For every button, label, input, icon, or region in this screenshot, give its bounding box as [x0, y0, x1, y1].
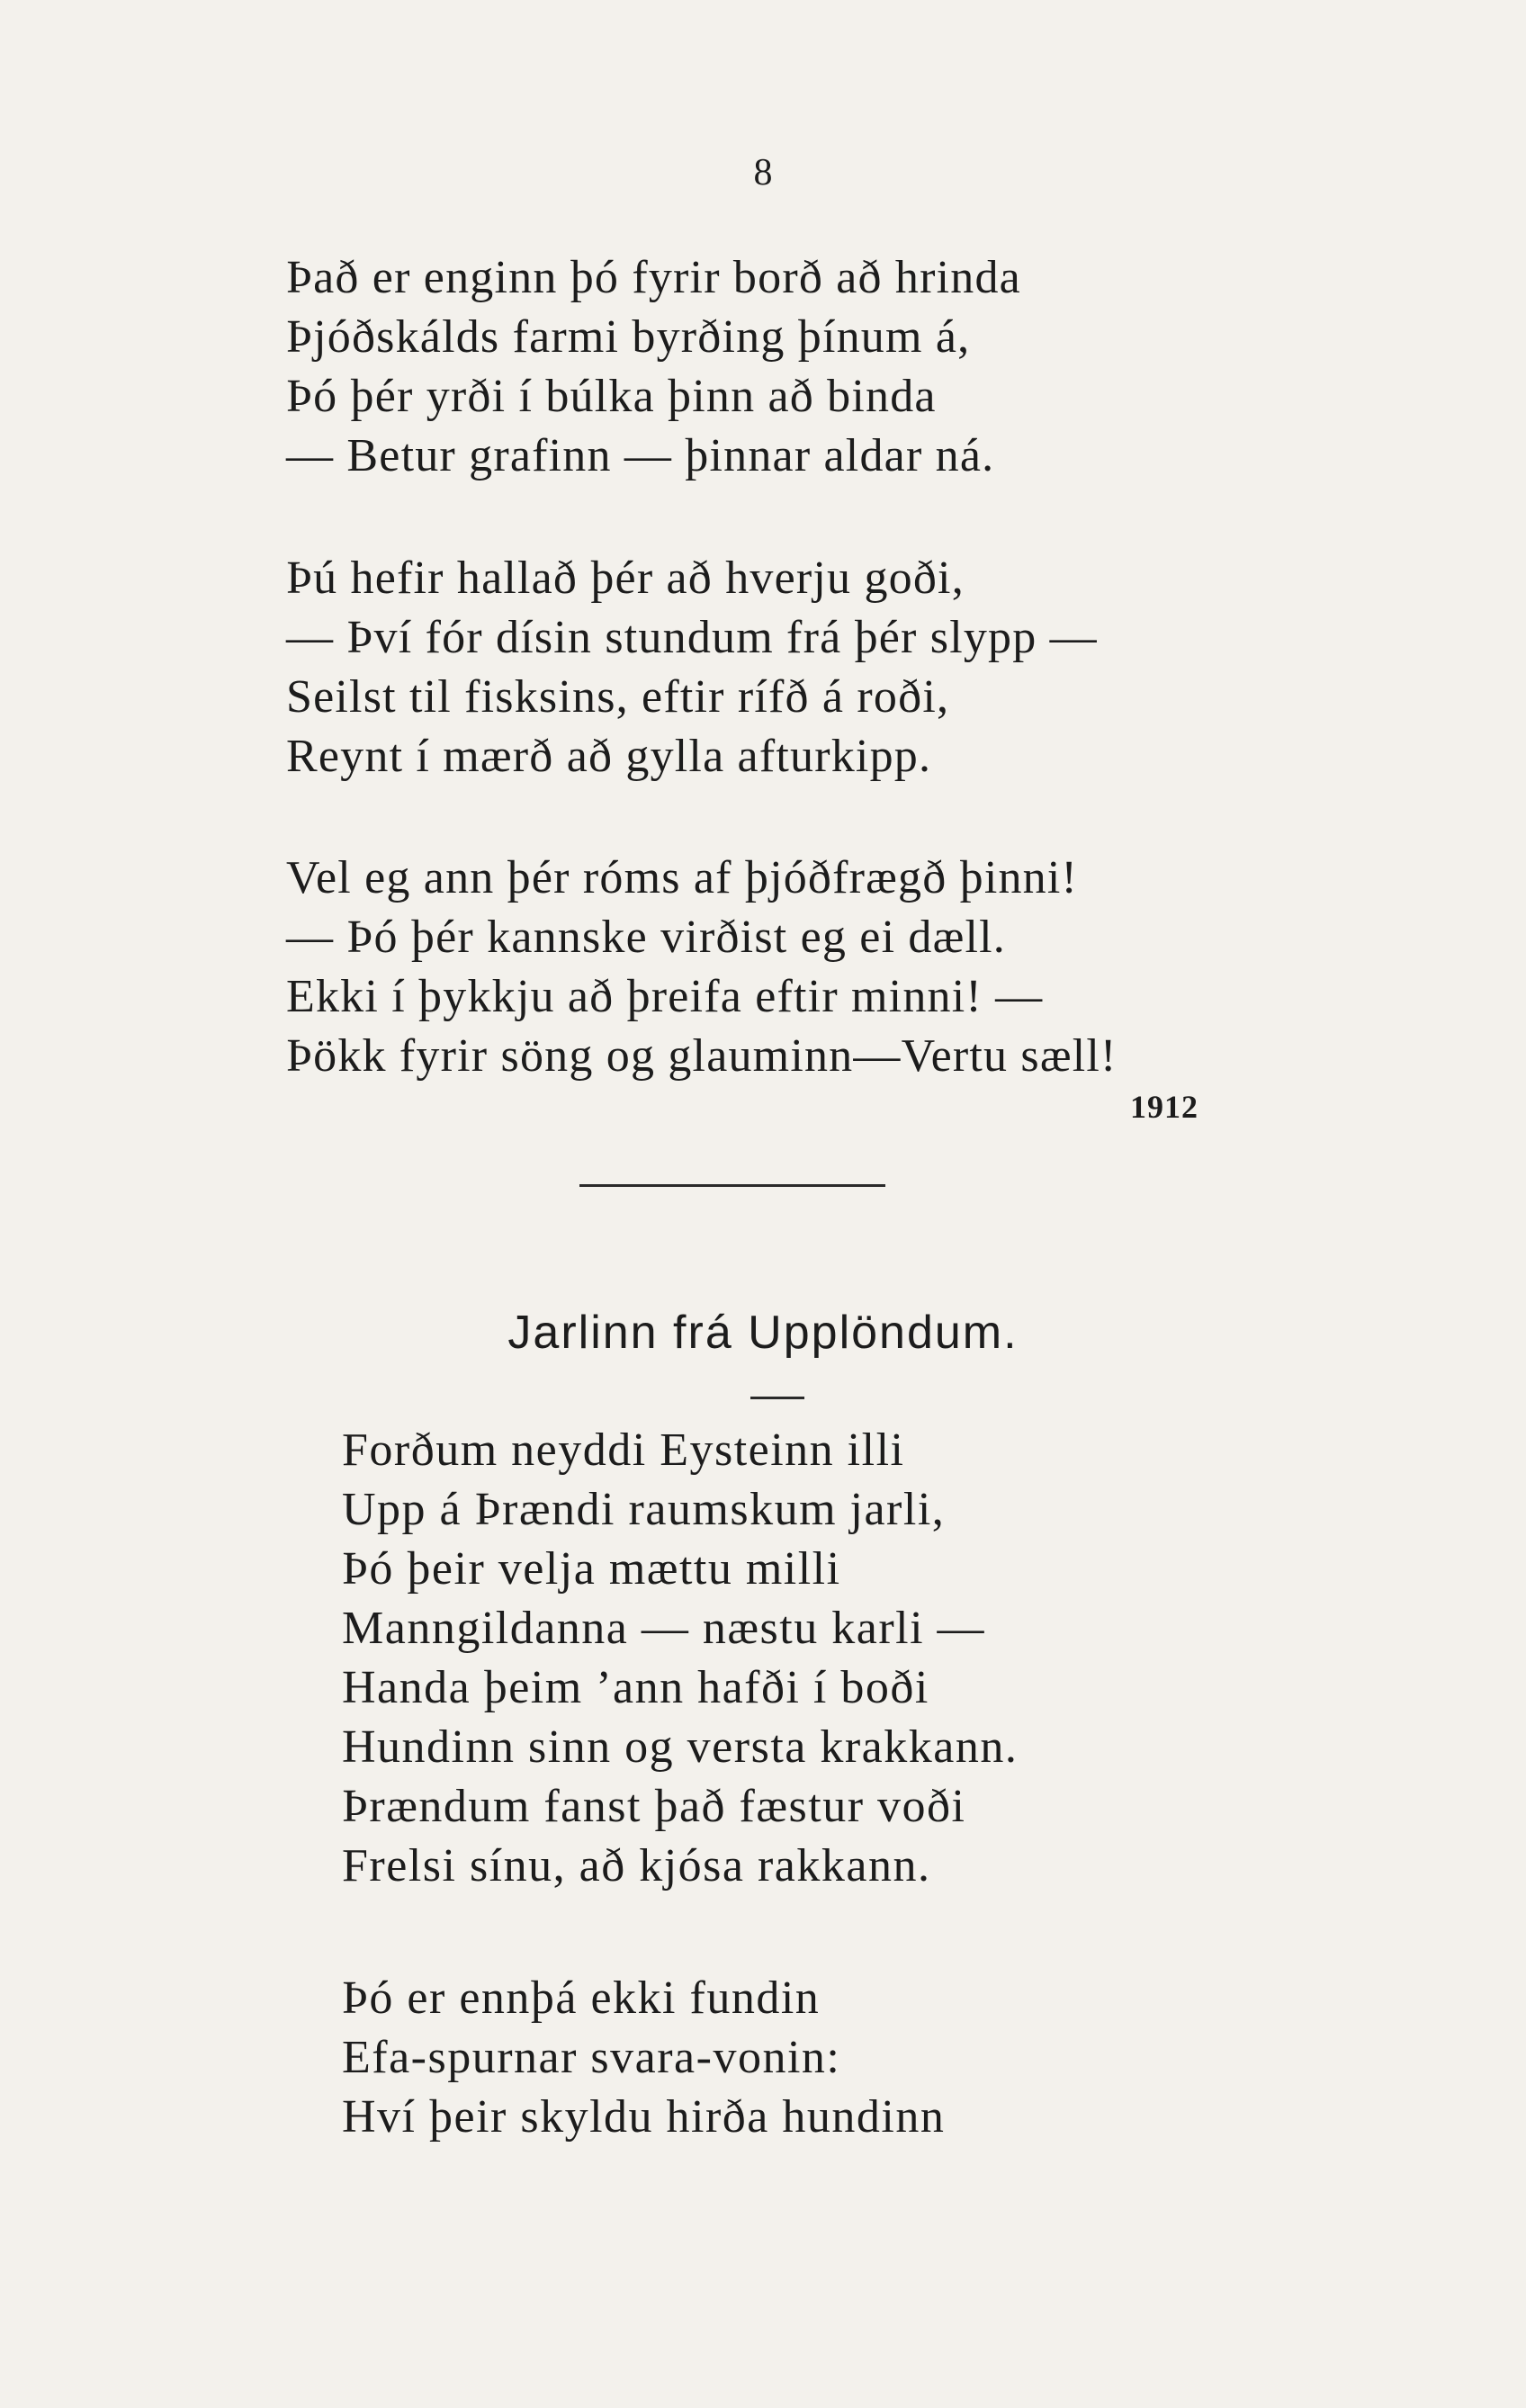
verse-line: Hví þeir skyldu hirða hundinn — [342, 2091, 946, 2143]
poem-title: Jarlinn frá Upplöndum. — [507, 1307, 1019, 1359]
verse-line: Þjóðskálds farmi byrðing þínum á, — [286, 311, 971, 363]
verse-line: Reynt í mærð að gylla afturkipp. — [286, 731, 932, 782]
verse-line: — Þó þér kannske virðist eg ei dæll. — [286, 912, 1006, 963]
poem-year: 1912 — [1130, 1089, 1198, 1125]
verse-line: Vel eg ann þér róms af þjóðfrægð þinni! — [286, 852, 1079, 903]
verse-line: Þó þér yrði í búlka þinn að binda — [286, 371, 937, 422]
verse-line: Hundinn sinn og versta krakkann. — [342, 1721, 1019, 1773]
verse-line: Forðum neyddi Eysteinn illi — [342, 1424, 905, 1476]
title-rule — [750, 1397, 804, 1399]
verse-line: Þú hefir hallað þér að hverju goði, — [286, 553, 965, 604]
poem2-stanza-2 — [342, 1969, 945, 2147]
verse-line: Frelsi sínu, að kjósa rakkann. — [342, 1840, 931, 1891]
poem1-stanza-2 — [286, 549, 1098, 786]
verse-line: Efa-spurnar svara-vonin: — [342, 2032, 841, 2083]
poem1-stanza-1 — [286, 248, 1021, 486]
verse-line: Ekki í þykkju að þreifa eftir minni! — — [286, 971, 1044, 1022]
verse-line: Þrændum fanst það fæstur voði — [342, 1781, 966, 1832]
section-divider — [579, 1184, 885, 1187]
verse-line: — Betur grafinn — þinnar aldar ná. — [286, 430, 995, 481]
verse-line: Þó þeir velja mættu milli — [342, 1543, 841, 1595]
verse-line: Þökk fyrir söng og glauminn—Vertu sæll! — [286, 1030, 1118, 1082]
verse-line: Manngildanna — næstu karli — — [342, 1603, 986, 1654]
verse-line: Seilst til fisksins, eftir rífð á roði, — [286, 671, 950, 723]
page-number: 8 — [753, 152, 773, 193]
verse-line: — Því fór dísin stundum frá þér slypp — — [286, 612, 1098, 663]
poem1-stanza-3 — [286, 849, 1118, 1086]
verse-line: Það er enginn þó fyrir borð að hrinda — [286, 252, 1021, 303]
verse-line: Handa þeim ’ann hafði í boði — [342, 1662, 929, 1713]
verse-line: Þó er ennþá ekki fundin — [342, 1972, 821, 2024]
poem2-stanza-1 — [342, 1421, 1018, 1896]
verse-line: Upp á Þrændi raumskum jarli, — [342, 1484, 946, 1535]
